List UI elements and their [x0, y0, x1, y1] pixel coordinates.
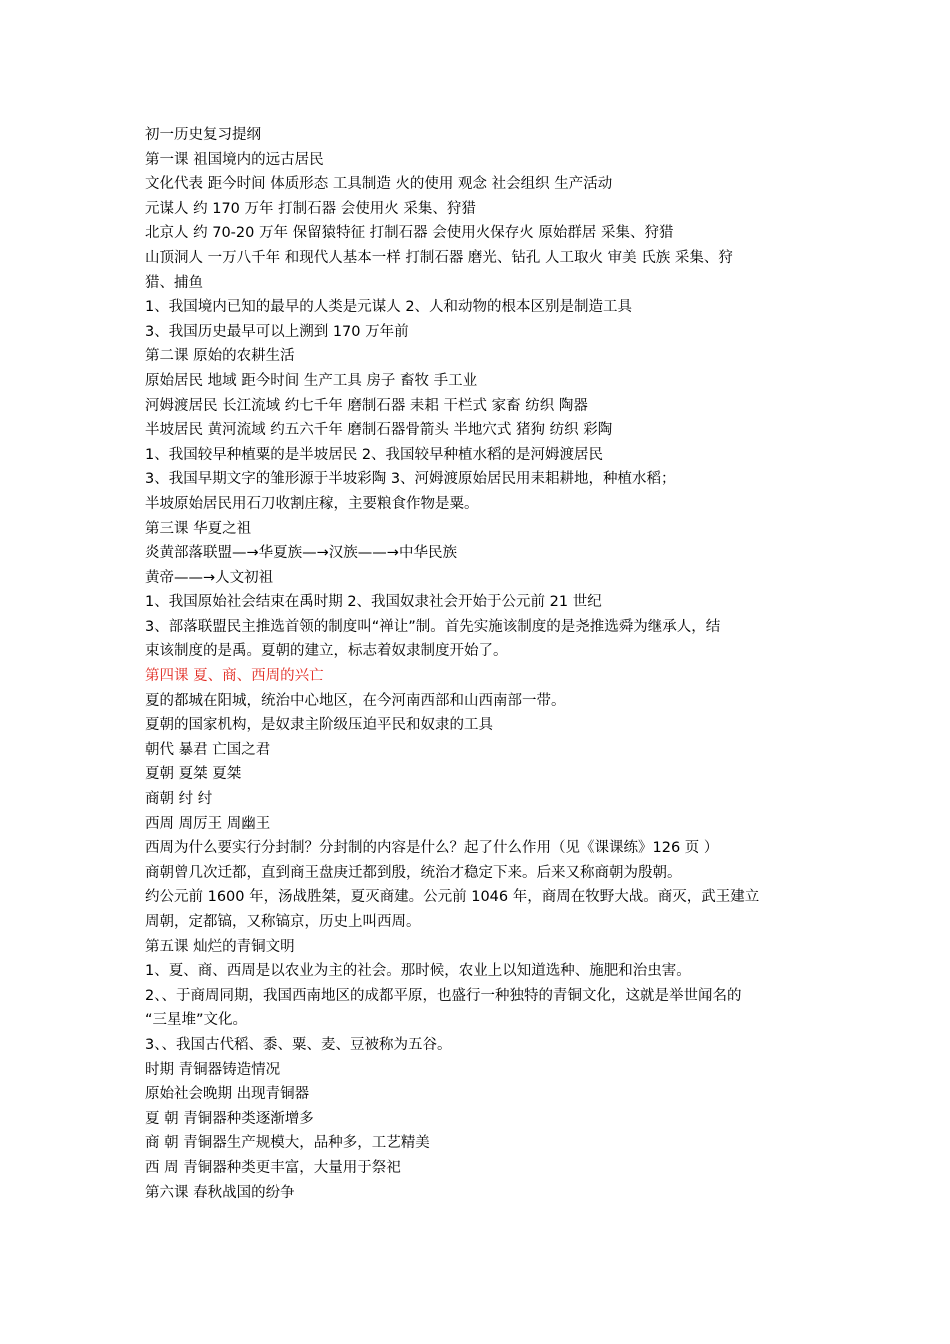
text-line: 约公元前 1600 年，汤战胜桀，夏灭商建。公元前 1046 年，商周在牧野大战。商灭，武王建立	[145, 889, 760, 906]
text-line: 3、部落联盟民主推选首领的制度叫“禅让”制。首先实施该制度的是尧推选舜为继承人，结	[145, 618, 721, 635]
text-line: 2、、于商周同期，我国西南地区的成都平原，也盛行一种独特的青铜文化，这就是举世闻名的	[145, 987, 742, 1004]
text-line: 3、我国早期文字的雏形源于半坡彩陶 3、河姆渡原始居民用耒耜耕地，种植水稻；	[145, 471, 676, 488]
text-line: 3、、我国古代稻、黍、粟、麦、豆被称为五谷。	[145, 1036, 452, 1053]
text-line: 商 朝 青铜器生产规模大，品种多，工艺精美	[145, 1135, 430, 1152]
text-line: 西周为什么要实行分封制？分封制的内容是什么？起了什么作用（见《课课练》126 页 ）	[145, 840, 719, 857]
document-page	[145, 123, 813, 1205]
text-line: 西周 周厉王 周幽王	[145, 815, 271, 832]
lesson-2-heading: 第二课 原始的农耕生活	[145, 348, 295, 365]
text-line: 夏朝的国家机构，是奴隶主阶级压迫平民和奴隶的工具	[145, 717, 493, 734]
text-line: 夏的都城在阳城，统治中心地区，在今河南西部和山西南部一带。	[145, 692, 566, 709]
lesson-6-heading: 第六课 春秋战国的纷争	[145, 1184, 295, 1201]
text-line: 朝代 暴君 亡国之君	[145, 741, 271, 758]
text-line: 夏朝 夏桀 夏桀	[145, 766, 242, 783]
text-line: “三星堆”文化。	[145, 1012, 248, 1029]
text-line: 西 周 青铜器种类更丰富，大量用于祭祀	[145, 1159, 401, 1176]
text-line: 夏 朝 青铜器种类逐渐增多	[145, 1110, 314, 1127]
text-line: 炎黄部落联盟—→华夏族—→汉族——→中华民族	[145, 545, 457, 562]
text-line: 河姆渡居民 长江流域 约七千年 磨制石器 耒耜 干栏式 家畜 纺织 陶器	[145, 397, 588, 414]
text-line: 周朝，定都镐，又称镐京，历史上叫西周。	[145, 914, 421, 930]
text-line: 束该制度的是禹。夏朝的建立，标志着奴隶制度开始了。	[145, 643, 508, 660]
text-line: 山顶洞人 一万八千年 和现代人基本一样 打制石器 磨光、钻孔 人工取火 审美 氏族 采集、狩	[145, 249, 733, 266]
lesson-1-heading: 第一课 祖国境内的远古居民	[145, 151, 324, 168]
text-line: 半坡居民 黄河流域 约五六千年 磨制石器骨箭头 半地穴式 猪狗 纺织 彩陶	[145, 422, 613, 439]
text-line: 文化代表 距今时间 体质形态 工具制造 火的使用 观念 社会组织 生产活动	[145, 176, 613, 193]
text-line: 原始居民 地域 距今时间 生产工具 房子 畜牧 手工业	[145, 372, 478, 389]
text-line: 半坡原始居民用石刀收割庄稼，主要粮食作物是粟。	[145, 495, 479, 512]
text-line: 1、我国原始社会结束在禹时期 2、我国奴隶社会开始于公元前 21 世纪	[145, 594, 602, 611]
text-line: 原始社会晚期 出现青铜器	[145, 1086, 310, 1103]
lesson-5-heading: 第五课 灿烂的青铜文明	[145, 938, 295, 955]
text-line: 黄帝——→人文初祖	[145, 569, 274, 586]
text-line: 3、我国历史最早可以上溯到 170 万年前	[145, 323, 409, 340]
text-line: 元谋人 约 170 万年 打制石器 会使用火 采集、狩猎	[145, 200, 476, 217]
text-line: 1、夏、商、西周是以农业为主的社会。那时候，农业上以知道选种、施肥和治虫害。	[145, 963, 691, 980]
lesson-3-heading: 第三课 华夏之祖	[145, 520, 252, 537]
text-line: 1、我国较早种植粟的是半坡居民 2、我国较早种植水稻的是河姆渡居民	[145, 446, 604, 463]
text-line: 时期 青铜器铸造情况	[145, 1061, 281, 1078]
lesson-4-heading: 第四课 夏、商、西周的兴亡	[145, 668, 324, 685]
text-line: 北京人 约 70-20 万年 保留猿特征 打制石器 会使用火保存火 原始群居 采集、狩猎	[145, 225, 674, 242]
text-line: 商朝 纣 纣	[145, 791, 213, 808]
text-line: 猎、捕鱼	[145, 274, 203, 291]
text-line: 1、我国境内已知的最早的人类是元谋人 2、人和动物的根本区别是制造工具	[145, 299, 633, 316]
doc-title: 初一历史复习提纲	[145, 127, 261, 143]
text-line: 商朝曾几次迁都，直到商王盘庚迁都到殷，统治才稳定下来。后来又称商朝为殷朝。	[145, 864, 682, 881]
